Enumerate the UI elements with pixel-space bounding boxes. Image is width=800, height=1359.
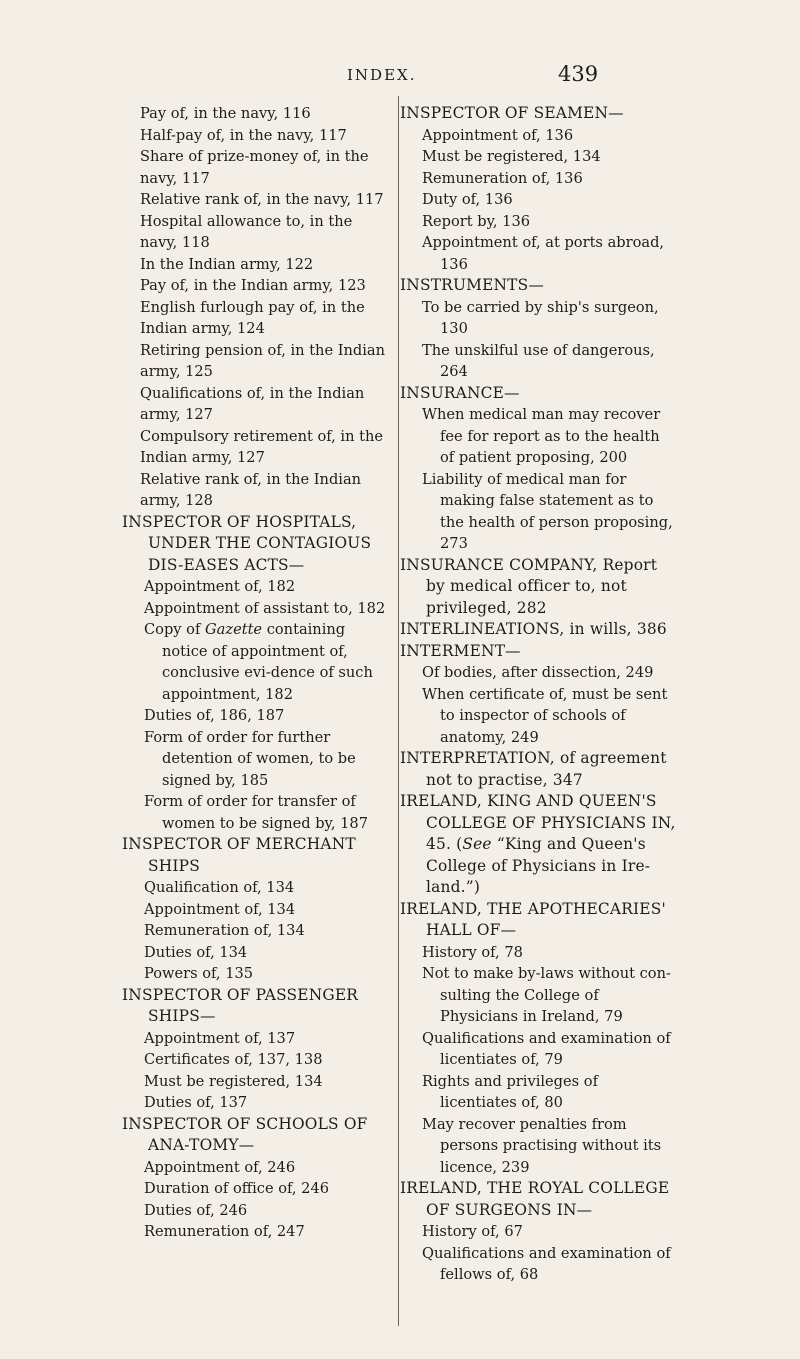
index-subentry: Appointment of assistant to, 182 (144, 599, 386, 617)
index-subentry: Rights and privileges of licentiates of, 80 (422, 1072, 598, 1111)
index-subentry (122, 619, 392, 705)
index-subentry: Qualifications and examination of licentiates of, 79 (422, 1029, 671, 1068)
index-subentry: In the Indian army, 122 (140, 255, 314, 273)
index-subentry: May recover penalties from persons practising without its licence, 239 (422, 1115, 662, 1176)
left-column (122, 103, 392, 1243)
index-heading: INSPECTOR OF MERCHANT SHIPS (122, 835, 356, 875)
index-subentry: Appointment of, 134 (144, 900, 296, 918)
text-segment: “King and Queen's College of Physicians in Ire-land.”) (426, 835, 651, 896)
index-heading (400, 791, 676, 899)
index-subentry: Retiring pension of, in the Indian army, 125 (140, 341, 386, 380)
index-subentry: Remuneration of, 134 (144, 922, 305, 939)
index-heading: INTERLINEATIONS, in wills, 386 (400, 620, 667, 638)
column-divider (398, 96, 399, 1326)
index-subentry: History of, 67 (422, 1223, 523, 1240)
index-subentry: Duties of, 134 (144, 943, 248, 961)
index-heading: INSPECTOR OF HOSPITALS, UNDER THE CONTAGIOUS DIS-EASES ACTS— (122, 512, 372, 574)
index-heading: INSPECTOR OF SEAMEN— (400, 104, 624, 122)
index-subentry: Qualifications and examination of fellows of, 68 (422, 1244, 671, 1283)
index-subentry: Duty of, 136 (422, 191, 513, 208)
right-column (400, 103, 676, 1286)
index-subentry: Duties of, 186, 187 (144, 707, 285, 724)
index-subentry: Pay of, in the Indian army, 123 (140, 277, 366, 294)
index-subentry: To be carried by ship's surgeon, 130 (422, 298, 659, 337)
index-subentry: Remuneration of, 136 (422, 169, 583, 187)
index-subentry: Relative rank of, in the navy, 117 (140, 191, 384, 208)
index-subentry: Duties of, 137 (144, 1094, 248, 1111)
index-subentry: Of bodies, after dissection, 249 (422, 664, 654, 681)
index-heading: INSPECTOR OF PASSENGER SHIPS— (122, 985, 359, 1025)
index-heading: INSTRUMENTS— (400, 276, 544, 294)
index-subentry: Must be registered, 134 (144, 1072, 323, 1090)
index-subentry: Certificates of, 137, 138 (144, 1051, 323, 1068)
index-heading: INTERPRETATION, of agreement not to practise, 347 (400, 749, 667, 789)
index-subentry: Appointment of, at ports abroad, 136 (422, 234, 665, 273)
text-segment: IRELAND, KING AND QUEEN'S COLLEGE OF PHYSICIANS IN, 45. ( (400, 792, 676, 853)
index-subentry: Duration of office of, 246 (144, 1180, 330, 1197)
index-heading: INTERMENT— (400, 641, 521, 660)
index-subentry: Relative rank of, in the Indian army, 128 (140, 470, 362, 509)
page-header (0, 62, 800, 98)
see-reference: See (462, 835, 492, 853)
index-subentry: Half-pay of, in the navy, 117 (140, 126, 347, 144)
index-subentry: Appointment of, 182 (144, 578, 296, 595)
index-heading: INSPECTOR OF SCHOOLS OF ANA-TOMY— (122, 1114, 368, 1154)
index-subentry: Qualifications of, in the Indian army, 127 (140, 384, 365, 423)
index-subentry: Hospital allowance to, in the navy, 118 (140, 212, 353, 251)
index-subentry: History of, 78 (422, 943, 523, 961)
index-subentry: Compulsory retirement of, in the Indian army, 127 (140, 427, 384, 466)
index-subentry: Form of order for further detention of women, to be signed by, 185 (144, 728, 356, 789)
index-subentry: Qualification of, 134 (144, 879, 295, 896)
index-subentry: Pay of, in the navy, 116 (140, 105, 311, 122)
index-subentry: Appointment of, 136 (422, 126, 574, 144)
page-number: 439 (558, 62, 599, 86)
index-subentry: Liability of medical man for making false statement as to the health of person proposing, 273 (422, 470, 673, 552)
index-subentry: Form of order for transfer of women to be signed by, 187 (144, 793, 368, 832)
text-segment: containing notice of appointment of, conclusive evi-dence of such appointment, 182 (162, 621, 373, 703)
index-subentry: The unskilful use of dangerous, 264 (422, 341, 655, 380)
italic-title: Gazette (205, 621, 263, 638)
index-subentry: Appointment of, 137 (144, 1029, 296, 1047)
index-heading: IRELAND, THE ROYAL COLLEGE OF SURGEONS IN— (400, 1179, 670, 1219)
running-head: INDEX. (347, 66, 417, 84)
index-subentry: Report by, 136 (422, 212, 531, 230)
text-segment: Copy of (144, 621, 201, 638)
index-subentry: Not to make by-laws without con-sulting the College of Physicians in Ireland, 79 (422, 965, 671, 1025)
index-heading: IRELAND, THE APOTHECARIES' HALL OF— (400, 899, 666, 939)
index-subentry: Share of prize-money of, in the navy, 117 (140, 148, 369, 187)
index-subentry: Appointment of, 246 (144, 1158, 296, 1176)
index-subentry: English furlough pay of, in the Indian army, 124 (140, 298, 365, 337)
index-subentry: When certificate of, must be sent to inspector of schools of anatomy, 249 (422, 685, 668, 746)
index-subentry: Duties of, 246 (144, 1201, 248, 1219)
index-subentry: When medical man may recover fee for report as to the health of patient proposing, 200 (422, 406, 661, 466)
index-subentry: Powers of, 135 (144, 965, 254, 982)
index-subentry: Must be registered, 134 (422, 148, 601, 165)
index-heading: INSURANCE— (400, 383, 520, 402)
index-subentry: Remuneration of, 247 (144, 1223, 305, 1240)
index-heading: INSURANCE COMPANY, Report by medical officer to, not privileged, 282 (400, 555, 658, 617)
